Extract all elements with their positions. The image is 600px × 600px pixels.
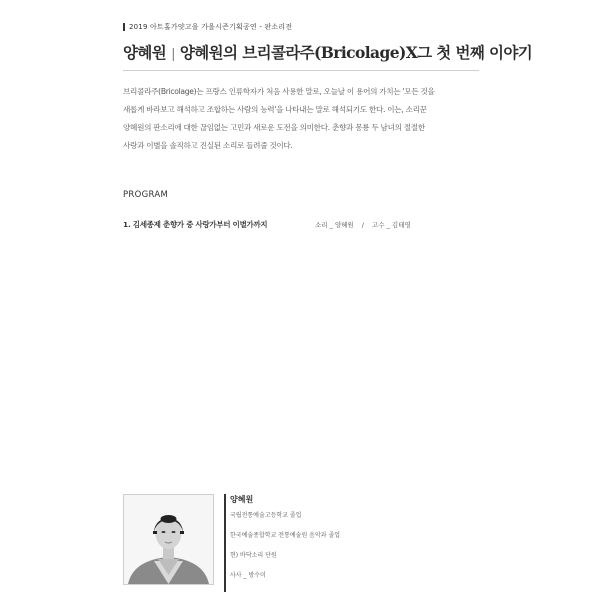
- series-text: 2019 아트홀가얏고을 가을시즌기획공연 - 판소리전: [129, 23, 293, 31]
- description-line: 새롭게 바라보고 해석하고 조합하는 사람의 능력'을 나타내는 말로 해석되기도 한다. 이는, 소리꾼: [123, 105, 427, 114]
- profile-name: 양혜원: [230, 495, 254, 504]
- page-title: [123, 41, 533, 63]
- description-line: 사랑과 이별을 솔직하고 진실된 소리로 들려줄 것이다.: [123, 141, 293, 150]
- profile-line: 현) 바닥소리 단원: [230, 552, 277, 559]
- title-performer: 양혜원: [123, 43, 167, 62]
- performer-photo: [123, 494, 214, 585]
- title-separator: |: [171, 47, 175, 62]
- series-marker: [123, 23, 125, 31]
- program-heading: PROGRAM: [123, 190, 169, 200]
- program-item: [123, 219, 483, 230]
- description-line: 브리콜라주(Bricolage)는 프랑스 인류학자가 처음 사용한 말로, 오늘날 이 용어의 가치는 '모든 것을: [123, 87, 435, 96]
- program-item-title: 1. 김세종제 춘향가 중 사랑가부터 이별가까지: [123, 220, 268, 229]
- performer-portrait-image: [124, 495, 213, 584]
- program-drum: 고수 _ 김태영: [371, 221, 411, 229]
- profile: [224, 494, 490, 592]
- credit-separator: /: [361, 221, 364, 229]
- title-divider: [123, 70, 479, 71]
- description: [123, 83, 483, 155]
- program-item-credits: [315, 220, 411, 229]
- profile-line: 한국예술종합학교 전통예술원 음악과 졸업: [230, 532, 341, 539]
- profile-line: 사사 _ 방수미: [230, 572, 266, 579]
- series-label: [123, 22, 292, 32]
- title-subtitle: 양혜원의 브리콜라주(Bricolage)X그 첫 번째 이야기: [179, 43, 533, 62]
- profile-line: 국립전통예술고등학교 졸업: [230, 512, 302, 519]
- program-vocal: 소리 _ 양혜원: [315, 221, 354, 229]
- description-line: 양혜원의 판소리에 대한 끊임없는 고민과 새로운 도전을 의미한다. 춘향과 몽룡 두 남녀의 절절한: [123, 123, 425, 132]
